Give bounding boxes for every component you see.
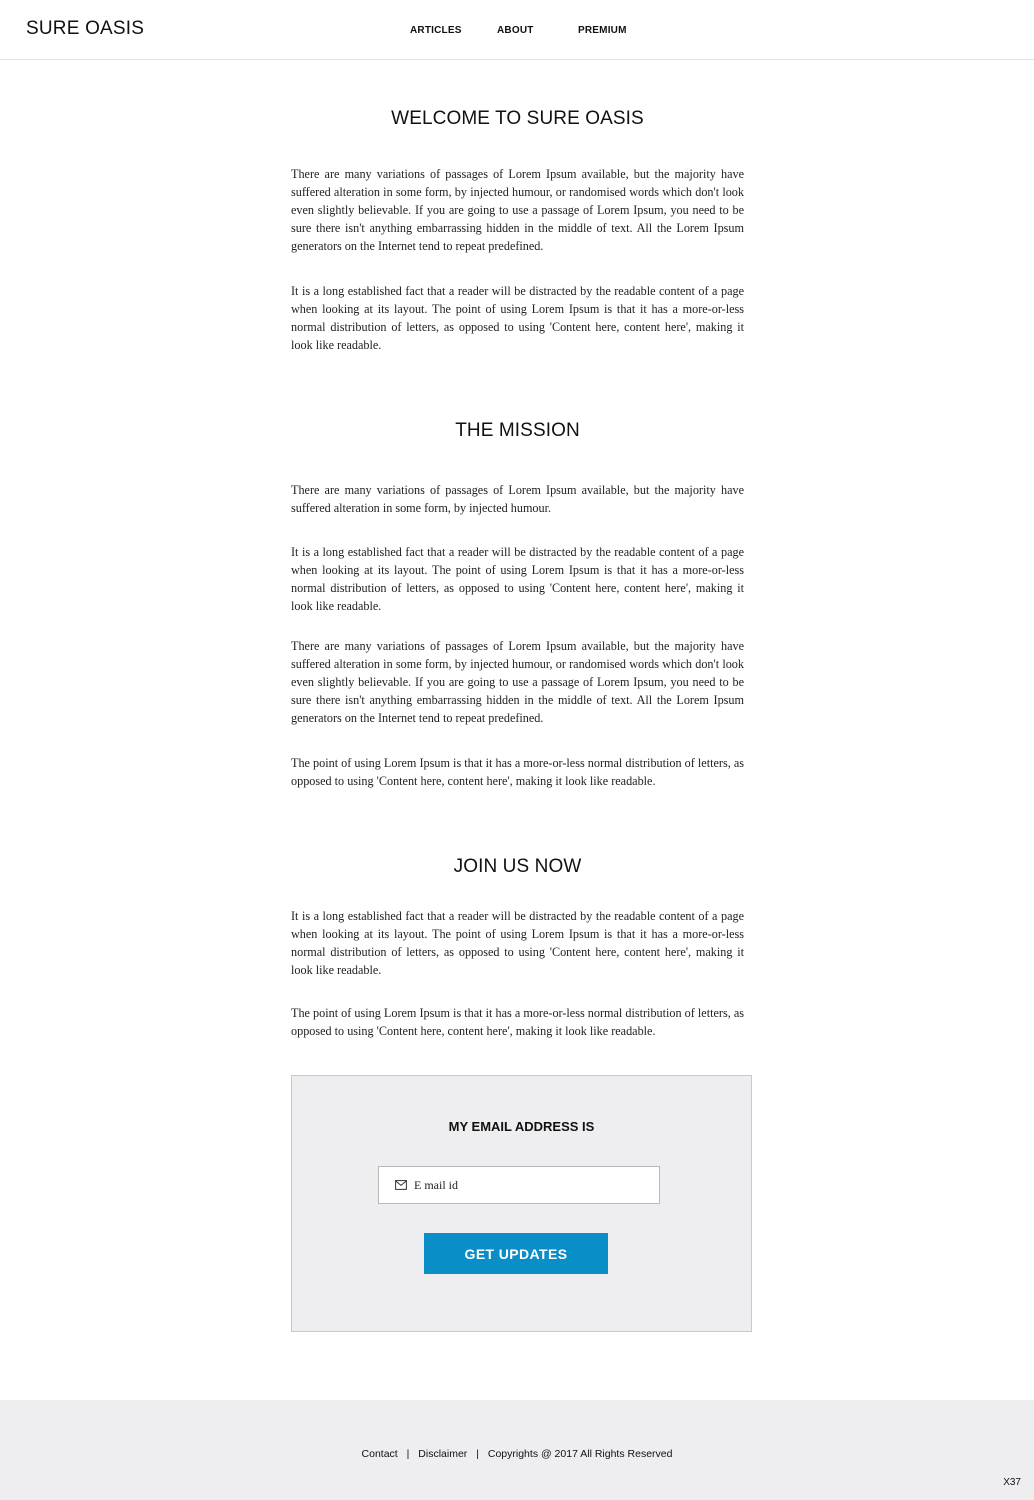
footer-contact-link[interactable]: Contact (361, 1448, 398, 1460)
join-heading: JOIN US NOW (453, 856, 582, 877)
mission-paragraph-3: There are many variations of passages of Lorem Ipsum available, but the majority have suffered alteration in some form, by injected humour, or randomised words which don't look even slightly believable. If you are going to use a passage of Lorem Ipsum, you need to be sure there isn't anything embarrassing hidden in the middle of text. All the Lorem Ipsum generators on the Internet tend to repeat predefined. (291, 639, 744, 725)
site-header (0, 0, 1034, 60)
signup-title: MY EMAIL ADDRESS IS (448, 1119, 595, 1134)
welcome-heading: WELCOME TO SURE OASIS (391, 108, 644, 129)
nav-premium[interactable]: PREMIUM (578, 25, 627, 36)
footer-copyright: Copyrights @ 2017 All Rights Reserved (487, 1448, 673, 1460)
footer-links (0, 1448, 1034, 1460)
mission-paragraph-1: There are many variations of passages of Lorem Ipsum available, but the majority have suffered alteration in some form, by injected humour. (291, 483, 744, 515)
mission-paragraph-2: It is a long established fact that a reader will be distracted by the readable content of a page when looking at its layout. The point of using Lorem Ipsum is that it has a more-or-less normal distribution of letters, as opposed to using 'Content here, content here', making it look like readable. (291, 545, 744, 613)
nav-about[interactable]: ABOUT (497, 25, 534, 36)
join-paragraph-2: The point of using Lorem Ipsum is that it has a more-or-less normal distribution of letters, as opposed to using 'Content here, content here', making it look like readable. (291, 1006, 744, 1038)
welcome-paragraph-1: There are many variations of passages of Lorem Ipsum available, but the majority have suffered alteration in some form, by injected humour, or randomised words which don't look even slightly believable. If you are going to use a passage of Lorem Ipsum, you need to be sure there isn't anything embarrassing hidden in the middle of text. All the Lorem Ipsum generators on the Internet tend to repeat predefined. (291, 167, 744, 253)
welcome-paragraph-2: It is a long established fact that a reader will be distracted by the readable content of a page when looking at its layout. The point of using Lorem Ipsum is that it has a more-or-less normal distribution of letters, as opposed to using 'Content here, content here', making it look like readable. (291, 284, 744, 352)
nav-articles[interactable]: ARTICLES (410, 25, 462, 36)
footer-separator: | (476, 1448, 479, 1460)
site-logo[interactable]: SURE OASIS (26, 18, 145, 39)
get-updates-button[interactable]: GET UPDATES (424, 1233, 608, 1274)
mission-paragraph-4: The point of using Lorem Ipsum is that it has a more-or-less normal distribution of letters, as opposed to using 'Content here, content here', making it look like readable. (291, 756, 744, 788)
email-signup-panel (291, 1075, 752, 1332)
footer-disclaimer-link[interactable]: Disclaimer (418, 1448, 468, 1460)
site-footer (0, 1400, 1034, 1500)
join-paragraph-1: It is a long established fact that a reader will be distracted by the readable content of a page when looking at its layout. The point of using Lorem Ipsum is that it has a more-or-less normal distribution of letters, as opposed to using 'Content here, content here', making it look like readable. (291, 909, 744, 977)
envelope-icon (395, 1180, 407, 1190)
email-field-wrapper[interactable] (378, 1166, 660, 1204)
main-nav (0, 25, 1034, 37)
email-field[interactable] (414, 1168, 654, 1202)
footer-separator: | (406, 1448, 410, 1460)
corner-label: X37 (1003, 1477, 1021, 1488)
mission-heading: THE MISSION (455, 420, 580, 441)
